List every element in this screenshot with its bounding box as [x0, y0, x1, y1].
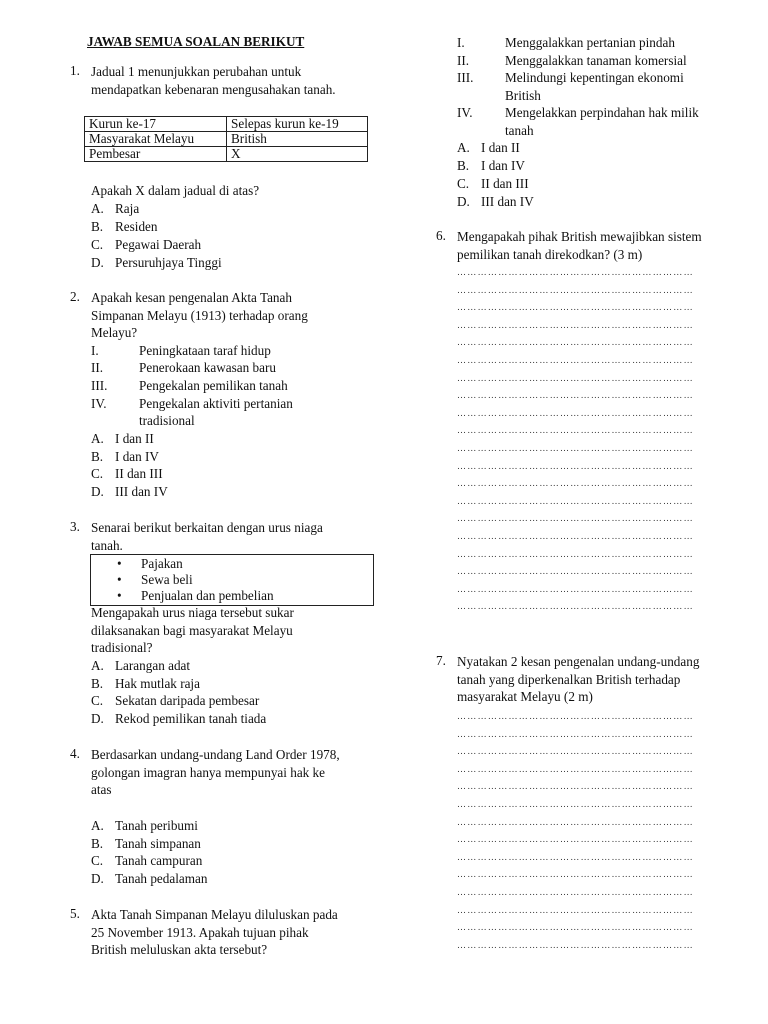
option-b[interactable]: B. I dan IV [91, 449, 159, 464]
table-row: Masyarakat Melayu British [85, 132, 368, 147]
answer-line[interactable]: …………………………………………………………… [457, 852, 694, 862]
answer-line[interactable]: …………………………………………………………… [457, 729, 694, 739]
answer-line[interactable]: …………………………………………………………… [457, 923, 694, 933]
question-text: Akta Tanah Simpanan Melayu diluluskan pada 25 November 1913. Apakah tujuan pihak British meluluskan akta tersebut? [91, 907, 338, 957]
answer-line[interactable]: …………………………………………………………… [457, 285, 694, 295]
bullet-box [90, 554, 374, 606]
option-d[interactable]: D. III dan IV [91, 484, 168, 499]
question-text: Nyatakan 2 kesan pengenalan undang-undang tanah yang diperkenalkan British terhadap masyarakat Melayu (2 m) [457, 654, 700, 704]
question-number: 2. [70, 289, 80, 304]
table-row: Kurun ke-17 Selepas kurun ke-19 [85, 117, 368, 132]
answer-line[interactable]: …………………………………………………………… [457, 356, 694, 365]
option-c[interactable]: C. II dan III [91, 466, 163, 481]
answer-line[interactable]: …………………………………………………………… [457, 905, 694, 915]
answer-line[interactable]: …………………………………………………………… [457, 584, 694, 594]
option-a[interactable]: A. I dan II [457, 140, 520, 155]
option-b[interactable]: B. Hak mutlak raja [91, 676, 200, 691]
option-c[interactable]: C. Tanah campuran [91, 853, 203, 868]
page-title: JAWAB SEMUA SOALAN BERIKUT [87, 34, 305, 49]
answer-line[interactable]: …………………………………………………………… [457, 712, 694, 721]
question-number: 3. [70, 519, 80, 534]
answer-line[interactable]: …………………………………………………………… [457, 268, 694, 277]
list-item: • Pajakan [141, 556, 183, 572]
answer-line[interactable]: …………………………………………………………… [457, 320, 694, 330]
question-number: 1. [70, 63, 80, 78]
option-d[interactable]: D. Tanah pedalaman [91, 871, 208, 886]
answer-line[interactable]: …………………………………………………………… [457, 835, 694, 845]
option-c[interactable]: C. II dan III [457, 176, 529, 191]
answer-line[interactable]: …………………………………………………………… [457, 567, 694, 577]
answer-line[interactable]: …………………………………………………………… [457, 426, 694, 436]
option-a[interactable]: A. Larangan adat [91, 658, 191, 673]
list-item: • Penjualan dan pembelian [141, 588, 274, 604]
table-1 [84, 116, 368, 162]
answer-line[interactable]: …………………………………………………………… [457, 817, 694, 827]
option-a[interactable]: A. Raja [91, 201, 140, 216]
question-text: Mengapakah pihak British mewajibkan sistem pemilikan tanah direkodkan? (3 m) [457, 229, 702, 262]
answer-line[interactable]: …………………………………………………………… [457, 479, 694, 489]
question-number: 5. [70, 906, 80, 921]
option-d[interactable]: D. Persuruhjaya Tinggi [91, 255, 222, 270]
option-d[interactable]: D. Rekod pemilikan tanah tiada [91, 711, 267, 726]
option-c[interactable]: C. Pegawai Daerah [91, 237, 202, 252]
table-row: Pembesar X [85, 147, 368, 162]
option-b[interactable]: B. I dan IV [457, 158, 525, 173]
answer-line[interactable]: …………………………………………………………… [457, 444, 694, 453]
answer-line[interactable]: …………………………………………………………… [457, 782, 694, 792]
option-c[interactable]: C. Sekatan daripada pembesar [91, 693, 260, 708]
question-stem: Apakah X dalam jadual di atas? [91, 183, 260, 198]
option-d[interactable]: D. III dan IV [457, 194, 534, 209]
option-a[interactable]: A. Tanah peribumi [91, 818, 198, 833]
option-b[interactable]: B. Residen [91, 219, 158, 234]
question-stem: Mengapakah urus niaga tersebut sukar dilaksanakan bagi masyarakat Melayu tradisional? [91, 605, 294, 655]
answer-line[interactable]: …………………………………………………………… [457, 764, 694, 774]
question-number: 7. [436, 653, 446, 668]
answer-line[interactable]: …………………………………………………………… [457, 373, 694, 383]
answer-line[interactable]: …………………………………………………………… [457, 747, 694, 757]
question-text: Berdasarkan undang-undang Land Order 1978, golongan imagran hanya mempunyai hak ke atas [91, 747, 340, 797]
answer-line[interactable]: …………………………………………………………… [457, 870, 694, 880]
answer-line[interactable]: …………………………………………………………… [457, 338, 694, 348]
question-number: 6. [436, 228, 446, 243]
answer-line[interactable]: …………………………………………………………… [457, 408, 694, 418]
answer-line[interactable]: …………………………………………………………… [457, 461, 694, 471]
answer-line[interactable]: …………………………………………………………… [457, 303, 694, 313]
answer-line[interactable]: …………………………………………………………… [457, 888, 694, 897]
answer-line[interactable]: …………………………………………………………… [457, 391, 694, 401]
question-text: Senarai berikut berkaitan dengan urus niaga tanah. [91, 520, 323, 553]
answer-line[interactable]: …………………………………………………………… [457, 940, 694, 950]
list-item: • Sewa beli [141, 572, 193, 588]
question-number: 4. [70, 746, 80, 761]
answer-line[interactable]: …………………………………………………………… [457, 532, 694, 541]
question-text: Jadual 1 menunjukkan perubahan untuk mendapatkan kebenaran mengusahakan tanah. [91, 64, 336, 97]
answer-line[interactable]: …………………………………………………………… [457, 514, 694, 524]
answer-line[interactable]: …………………………………………………………… [457, 602, 694, 612]
option-b[interactable]: B. Tanah simpanan [91, 836, 201, 851]
answer-line[interactable]: …………………………………………………………… [457, 549, 694, 559]
question-text: Apakah kesan pengenalan Akta Tanah Simpanan Melayu (1913) terhadap orang Melayu? [91, 290, 308, 340]
answer-line[interactable]: …………………………………………………………… [457, 800, 694, 809]
answer-line[interactable]: …………………………………………………………… [457, 496, 694, 506]
option-a[interactable]: A. I dan II [91, 431, 154, 446]
